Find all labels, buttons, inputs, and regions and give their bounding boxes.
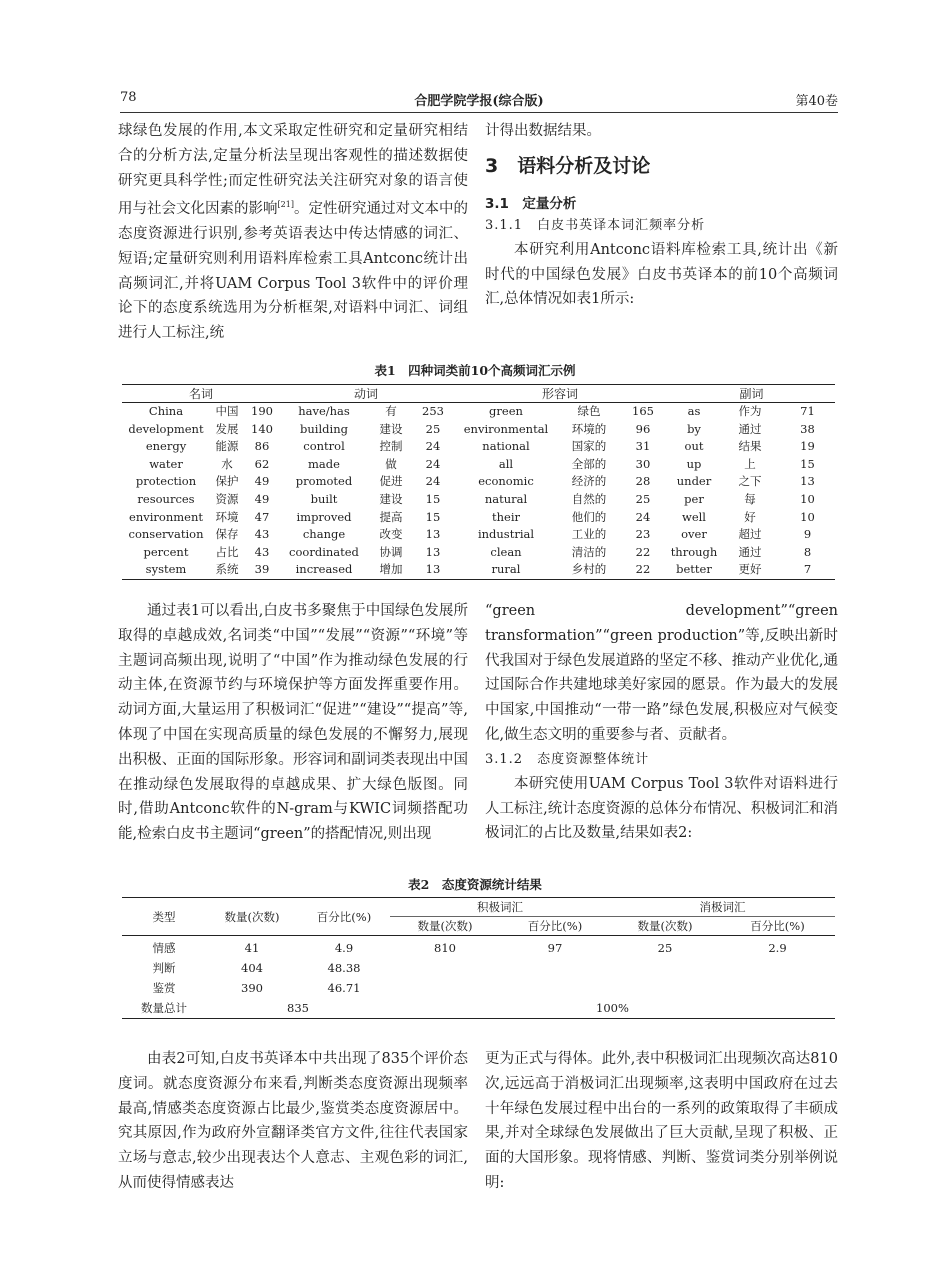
cell: 建设 bbox=[379, 421, 403, 436]
cell: rural bbox=[491, 562, 521, 577]
table1 bbox=[122, 384, 835, 580]
cell: 165 bbox=[632, 404, 654, 418]
cell: 通过 bbox=[738, 421, 762, 436]
cell: resources bbox=[137, 491, 195, 506]
cell: as bbox=[687, 404, 701, 418]
table-row bbox=[122, 936, 835, 959]
cell: control bbox=[303, 439, 345, 454]
cell: 8 bbox=[803, 544, 812, 559]
page-number: 78 bbox=[120, 90, 137, 105]
header-percent: 百分比(%) bbox=[298, 898, 390, 936]
right-column-top bbox=[485, 119, 838, 312]
cell: all bbox=[498, 456, 514, 471]
cell: 资源 bbox=[215, 491, 239, 506]
cell: built bbox=[310, 491, 338, 506]
cell: coordinated bbox=[289, 544, 359, 559]
header-positive: 积极词汇 bbox=[390, 898, 610, 917]
cell: 49 bbox=[254, 474, 270, 489]
table-row bbox=[122, 456, 835, 474]
cell: by bbox=[687, 421, 701, 436]
cell: 24 bbox=[425, 439, 441, 454]
section-heading-3-1: 3.1 定量分析 bbox=[485, 195, 577, 212]
cell: 835 bbox=[287, 1001, 309, 1015]
cell: 环境的 bbox=[571, 421, 607, 436]
cell: 100% bbox=[596, 1001, 629, 1015]
cell: over bbox=[681, 527, 707, 542]
cell: improved bbox=[296, 509, 352, 524]
cell: 24 bbox=[425, 456, 441, 471]
subheader-neg-percent: 百分比(%) bbox=[720, 917, 835, 936]
cell: up bbox=[686, 456, 702, 471]
cell: promoted bbox=[295, 474, 353, 489]
cell: 25 bbox=[657, 941, 673, 955]
cell: 他们的 bbox=[571, 509, 607, 524]
cell: 30 bbox=[635, 456, 651, 471]
cell: their bbox=[491, 509, 520, 524]
header-negative: 消极词汇 bbox=[610, 898, 835, 917]
cell: 结果 bbox=[738, 439, 762, 454]
cell: 10 bbox=[800, 491, 815, 506]
cell: 控制 bbox=[379, 439, 403, 454]
section-heading-3-1-2: 3.1.2 态度资源整体统计 bbox=[485, 751, 650, 767]
running-header bbox=[120, 88, 838, 113]
cell: system bbox=[145, 562, 187, 577]
cell: per bbox=[684, 491, 704, 506]
cell: 19 bbox=[800, 439, 815, 454]
cell: 22 bbox=[635, 544, 651, 559]
cell: 更好 bbox=[738, 562, 762, 577]
cell: 28 bbox=[635, 474, 651, 489]
paragraph: “green development”“green transformation”“green production”等,反映出新时代我国对于绿色发展道路的坚定不移、推动产业优化,通过国际合作共建地球美好家园的愿景。作为最大的发展中国家,中国推动“一带一路”绿色发展,积极应对气候变化,做生态文明的重要参与者、贡献者。 bbox=[485, 603, 838, 743]
table1-group-header bbox=[122, 385, 835, 403]
paragraph bbox=[118, 119, 468, 346]
cell: 71 bbox=[800, 404, 815, 418]
cell: 13 bbox=[425, 562, 441, 577]
cell: 清洁的 bbox=[571, 544, 607, 559]
cell: 140 bbox=[251, 421, 273, 436]
cell: energy bbox=[145, 439, 187, 454]
cell: 25 bbox=[425, 421, 441, 436]
cell: 13 bbox=[800, 474, 815, 489]
cell: 46.71 bbox=[327, 981, 361, 995]
cell: 发展 bbox=[215, 421, 239, 436]
cell: 25 bbox=[635, 491, 651, 506]
cell: through bbox=[670, 544, 718, 559]
journal-title: 合肥学院学报(综合版) bbox=[414, 94, 544, 109]
cell: clean bbox=[490, 544, 522, 559]
cell: 49 bbox=[254, 491, 270, 506]
left-column-bottom bbox=[118, 1047, 468, 1196]
cell: 13 bbox=[425, 527, 441, 542]
group-adjectives: 形容词 bbox=[452, 385, 668, 403]
subheader-pos-count: 数量(次数) bbox=[390, 917, 500, 936]
table-row bbox=[122, 958, 835, 978]
paragraph: 更为正式与得体。此外,表中积极词汇出现频次高达810次,远远高于消极词汇出现频率,这表明中国政府在过去十年绿色发展过程中出台的一系列的政策取得了丰硕成果,并对全球绿色发展做出了巨大贡献,呈现了积极、正面的大国形象。现将情感、判断、鉴赏词类分别举例说明: bbox=[485, 1051, 838, 1191]
cell: 4.9 bbox=[334, 941, 354, 955]
paragraph: 本研究使用UAM Corpus Tool 3软件对语料进行人工标注,统计态度资源的总体分布情况、积极词汇和消极词汇的占比及数量,结果如表2: bbox=[485, 775, 838, 842]
cell: 24 bbox=[635, 509, 651, 524]
cell: natural bbox=[484, 491, 528, 506]
cell: environment bbox=[129, 509, 203, 524]
table-row bbox=[122, 403, 835, 421]
table-row bbox=[122, 438, 835, 456]
cell: protection bbox=[135, 474, 197, 489]
cell: 之下 bbox=[738, 474, 762, 489]
table-row bbox=[122, 544, 835, 562]
cell: 工业的 bbox=[571, 527, 607, 542]
cell: 促进 bbox=[379, 474, 403, 489]
paragraph: 本研究利用Antconc语料库检索工具,统计出《新时代的中国绿色发展》白皮书英译本的前10个高频词汇,总体情况如表1所示: bbox=[485, 241, 838, 308]
cell: 253 bbox=[422, 404, 444, 418]
cell: 上 bbox=[744, 456, 756, 471]
cell: 96 bbox=[635, 421, 651, 436]
cell: 47 bbox=[254, 509, 270, 524]
cell: better bbox=[676, 562, 712, 577]
cell: 190 bbox=[251, 404, 273, 418]
cell: 9 bbox=[803, 527, 812, 542]
cell: well bbox=[681, 509, 706, 524]
cell: 保存 bbox=[215, 527, 239, 542]
cell: 改变 bbox=[379, 527, 403, 542]
cell: under bbox=[676, 474, 712, 489]
cell: increased bbox=[295, 562, 353, 577]
cell: 绿色 bbox=[577, 404, 601, 418]
cell: 水 bbox=[221, 456, 233, 471]
cell: 情感 bbox=[152, 941, 176, 955]
cell: 建设 bbox=[379, 491, 403, 506]
cell: China bbox=[148, 404, 184, 418]
cell: conservation bbox=[128, 527, 204, 542]
cell: 自然的 bbox=[571, 491, 607, 506]
cell: 作为 bbox=[738, 404, 762, 418]
cell: 13 bbox=[425, 544, 441, 559]
cell: 协调 bbox=[379, 544, 403, 559]
group-adverbs: 副词 bbox=[668, 385, 835, 403]
table2-caption: 表2 态度资源统计结果 bbox=[408, 877, 542, 892]
cell: green bbox=[489, 404, 523, 418]
cell: 41 bbox=[244, 941, 260, 955]
table-row-total bbox=[122, 998, 835, 1019]
table-row bbox=[122, 491, 835, 509]
cell: industrial bbox=[477, 527, 535, 542]
cell: 404 bbox=[241, 961, 263, 975]
cell: economic bbox=[478, 474, 534, 489]
cell: 保护 bbox=[215, 474, 239, 489]
table-row bbox=[122, 978, 835, 998]
cell: 做 bbox=[385, 456, 397, 471]
cell: 24 bbox=[425, 474, 441, 489]
cell: 39 bbox=[254, 562, 270, 577]
header-count: 数量(次数) bbox=[206, 898, 298, 936]
cell: environmental bbox=[463, 421, 549, 436]
paragraph-text: 。定性研究通过对文本中的态度资源进行识别,参考英语表达中传达情感的词汇、短语;定量研究则利用语料库检索工具Antconc统计出高频词汇,并将UAM Corpus Tool 3软件中的评价理论下的态度系统选用为分析框架,对语料中词汇、词组进行人工标注,统 bbox=[118, 201, 469, 342]
cell: 提高 bbox=[379, 509, 403, 524]
cell: 38 bbox=[800, 421, 815, 436]
cell: have/has bbox=[298, 404, 350, 418]
cell: 97 bbox=[547, 941, 563, 955]
table-row bbox=[122, 509, 835, 527]
right-column-bottom bbox=[485, 1047, 838, 1196]
cell: percent bbox=[143, 544, 189, 559]
cell: building bbox=[300, 421, 348, 436]
cell: 62 bbox=[254, 456, 270, 471]
cell: 系统 bbox=[215, 562, 239, 577]
cell: 判断 bbox=[152, 961, 176, 975]
left-column-top bbox=[118, 119, 468, 346]
table-row bbox=[122, 561, 835, 579]
section-heading-3: 3 语料分析及讨论 bbox=[485, 154, 651, 177]
paragraph-text: 球绿色发展的作用,本文采取定性研究和定量研究相结合的分析方法,定量分析法呈现出客观性的描述数据使研究更具科学性;而定性研究法关注研究对象的语言使用与社会文化因素的影响 bbox=[118, 123, 468, 218]
cell: 乡村的 bbox=[571, 562, 607, 577]
cell: 7 bbox=[803, 562, 812, 577]
cell: 每 bbox=[744, 491, 756, 506]
header-type: 类型 bbox=[122, 898, 206, 936]
volume-label: 第40卷 bbox=[795, 94, 838, 109]
subheader-neg-count: 数量(次数) bbox=[610, 917, 720, 936]
cell: 占比 bbox=[215, 544, 239, 559]
cell: 22 bbox=[635, 562, 651, 577]
cell: 15 bbox=[425, 509, 441, 524]
cell: water bbox=[149, 456, 183, 471]
cell: 中国 bbox=[215, 404, 239, 418]
cell: 23 bbox=[635, 527, 651, 542]
group-nouns: 名词 bbox=[122, 385, 280, 403]
cell: 15 bbox=[800, 456, 815, 471]
section-heading-3-1-1: 3.1.1 白皮书英译本词汇频率分析 bbox=[485, 217, 706, 233]
cell: 10 bbox=[800, 509, 815, 524]
table1-body bbox=[122, 403, 835, 580]
cell: 超过 bbox=[738, 527, 762, 542]
cell: 增加 bbox=[379, 562, 403, 577]
table2 bbox=[122, 897, 835, 1019]
cell: 好 bbox=[744, 509, 756, 524]
cell: out bbox=[684, 439, 704, 454]
cell: development bbox=[128, 421, 204, 436]
cell: 810 bbox=[434, 941, 456, 955]
cell: 能源 bbox=[215, 439, 239, 454]
cell: 鉴赏 bbox=[152, 981, 176, 995]
table-row bbox=[122, 421, 835, 439]
cell: 15 bbox=[425, 491, 441, 506]
cell: 86 bbox=[254, 439, 270, 454]
cell: 通过 bbox=[738, 544, 762, 559]
cell: national bbox=[482, 439, 530, 454]
table1-caption: 表1 四种词类前10个高频词汇示例 bbox=[374, 363, 576, 378]
group-verbs: 动词 bbox=[280, 385, 452, 403]
cell: 390 bbox=[241, 981, 263, 995]
cell: 数量总计 bbox=[141, 1001, 187, 1015]
cell: made bbox=[308, 456, 340, 471]
cell: 有 bbox=[385, 404, 397, 418]
right-column-middle bbox=[485, 599, 838, 846]
cell: change bbox=[302, 527, 346, 542]
table-row bbox=[122, 473, 835, 491]
cell: 43 bbox=[254, 527, 270, 542]
left-column-middle bbox=[118, 599, 468, 847]
subheader-pos-percent: 百分比(%) bbox=[500, 917, 610, 936]
paragraph: 由表2可知,白皮书英译本中共出现了835个评价态度词。就态度资源分布来看,判断类态度资源出现频率最高,情感类态度资源占比最少,鉴赏类态度资源居中。究其原因,作为政府外宣翻译类官方文件,往往代表国家立场与意志,较少出现表达个人意志、主观色彩的词汇,从而使得情感表达 bbox=[118, 1051, 468, 1191]
cell: 环境 bbox=[215, 509, 239, 524]
paragraph-continuation: 计得出数据结果。 bbox=[485, 123, 601, 139]
table-row bbox=[122, 526, 835, 544]
paragraph: 通过表1可以看出,白皮书多聚焦于中国绿色发展所取得的卓越成效,名词类“中国”“发展”“资源”“环境”等主题词高频出现,说明了“中国”作为推动绿色发展的行动主体,在资源节约与环境保护等方面发挥重要作用。动词方面,大量运用了积极词汇“促进”“建设”“提高”等,体现了中国在实现高质量的绿色发展的不懈努力,展现出积极、正面的国际形象。形容词和副词类表现出中国在推动绿色发展取得的卓越成果、扩大绿色版图。同时,借助Antconc软件的N-gram与KWIC词频搭配功能,检索白皮书主题词“green”的搭配情况,则出现 bbox=[118, 603, 468, 843]
cell: 48.38 bbox=[327, 961, 361, 975]
cell: 经济的 bbox=[571, 474, 607, 489]
cell: 43 bbox=[254, 544, 270, 559]
cell: 国家的 bbox=[571, 439, 607, 454]
cell: 全部的 bbox=[571, 456, 607, 471]
cell: 2.9 bbox=[768, 941, 787, 955]
cell: 31 bbox=[635, 439, 651, 454]
citation: [21] bbox=[277, 200, 294, 210]
